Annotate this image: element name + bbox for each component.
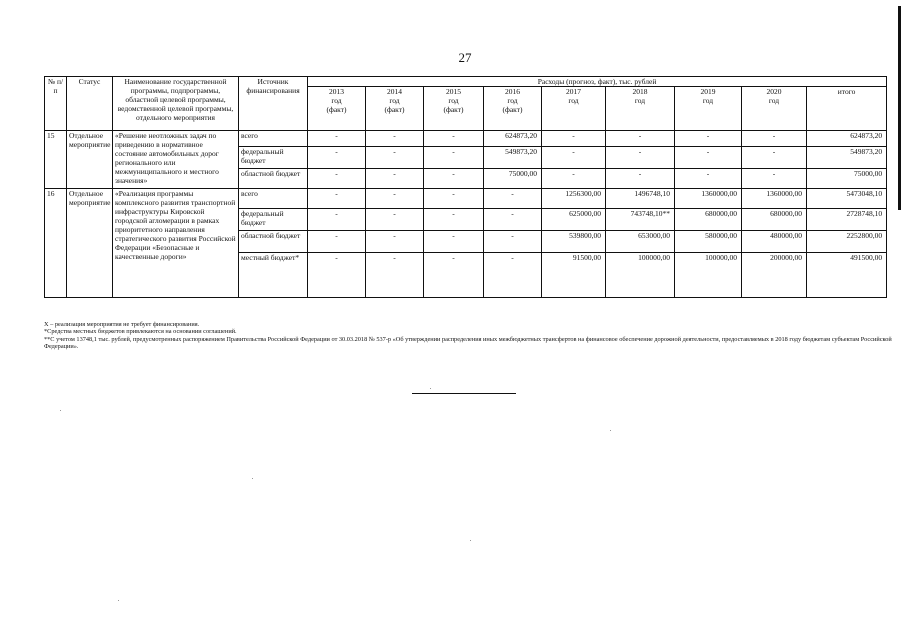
row-name: «Решение неотложных задач по приведению в нормативное состояние автомобильных дорог регионального или межмуниципального и местного значения» <box>113 131 239 189</box>
cell-value: - <box>366 131 424 147</box>
row-status: Отдельное мероприятие <box>67 189 113 298</box>
cell-value: 1256300,00 <box>542 189 606 209</box>
cell-total: 549873,20 <box>807 147 887 169</box>
cell-value: 480000,00 <box>742 231 807 253</box>
row-source: областной бюджет <box>239 169 308 189</box>
cell-value: - <box>675 147 742 169</box>
cell-value: 539800,00 <box>542 231 606 253</box>
row-source: областной бюджет <box>239 231 308 253</box>
cell-value: - <box>542 147 606 169</box>
cell-value: - <box>484 253 542 298</box>
cell-value: - <box>542 131 606 147</box>
cell-value: - <box>308 189 366 209</box>
footnote: **С учетом 13748,1 тыс. рублей, предусмотренных распоряжением Правительства Российской Федерации от 30.03.2018 № 537-р «Об утверждении распределения иных межбюджетных трансфертов на финансовое обеспечение дорожной деятельности, предоставляемых в 2018 году бюджетам субъектам Российской Федерации». <box>44 335 892 351</box>
scan-speck <box>252 478 253 479</box>
cell-value: 100000,00 <box>606 253 675 298</box>
table-row <box>45 189 887 209</box>
footnote: *Средства местных бюджетов привлекаются на основании соглашений. <box>44 328 237 336</box>
footnotes <box>44 321 894 351</box>
cell-value: - <box>424 253 484 298</box>
page-number: 27 <box>458 50 472 65</box>
cell-value: - <box>606 131 675 147</box>
cell-value: 549873,20 <box>484 147 542 169</box>
cell-value: - <box>366 253 424 298</box>
header-status: Статус <box>67 77 113 131</box>
cell-value: - <box>424 209 484 231</box>
cell-value: 1496748,10 <box>606 189 675 209</box>
scan-speck <box>610 430 611 431</box>
header-expenses: Расходы (прогноз, факт), тыс. рублей <box>308 77 887 87</box>
year-header: 2017 год <box>542 87 606 131</box>
cell-value: - <box>424 189 484 209</box>
cell-value: 743748,10** <box>606 209 675 231</box>
cell-value: - <box>742 169 807 189</box>
row-source: всего <box>239 131 308 147</box>
cell-value: - <box>484 231 542 253</box>
cell-value: 91500,00 <box>542 253 606 298</box>
scan-speck <box>118 600 119 601</box>
closing-rule <box>412 393 516 394</box>
cell-value: 680000,00 <box>742 209 807 231</box>
cell-value: - <box>366 189 424 209</box>
row-source: федеральный бюджет <box>239 209 308 231</box>
header-name: Наименование государственной программы, подпрограммы, областной целевой программы, ведомственной целевой программы, отдельного мероприятия <box>113 77 239 131</box>
cell-value: - <box>366 209 424 231</box>
header-row-1 <box>45 77 887 87</box>
cell-total: 624873,20 <box>807 131 887 147</box>
cell-value: 200000,00 <box>742 253 807 298</box>
cell-value: 625000,00 <box>542 209 606 231</box>
cell-value: - <box>742 147 807 169</box>
footnote: Х – реализация мероприятия не требует финансирования. <box>44 321 200 328</box>
cell-value: - <box>424 169 484 189</box>
year-header: 2015 год (факт) <box>424 87 484 131</box>
cell-value: 1360000,00 <box>675 189 742 209</box>
cell-value: - <box>484 189 542 209</box>
cell-value: - <box>308 131 366 147</box>
cell-value: - <box>542 169 606 189</box>
row-source: местный бюджет* <box>239 253 308 298</box>
cell-value: 75000,00 <box>484 169 542 189</box>
header-source: Источник финансирования <box>239 77 308 131</box>
cell-value: - <box>675 131 742 147</box>
year-header: 2020 год <box>742 87 807 131</box>
cell-value: - <box>366 231 424 253</box>
cell-value: - <box>308 231 366 253</box>
cell-total: 75000,00 <box>807 169 887 189</box>
cell-value: 680000,00 <box>675 209 742 231</box>
cell-value: - <box>606 147 675 169</box>
row-num: 16 <box>45 189 67 298</box>
cell-value: - <box>424 131 484 147</box>
table-row <box>45 131 887 147</box>
year-header: 2018 год <box>606 87 675 131</box>
cell-value: 100000,00 <box>675 253 742 298</box>
cell-value: - <box>675 169 742 189</box>
year-header: 2019 год <box>675 87 742 131</box>
year-header: 2014 год (факт) <box>366 87 424 131</box>
cell-value: - <box>366 169 424 189</box>
cell-total: 491500,00 <box>807 253 887 298</box>
row-name: «Реализация программы комплексного развития транспортной инфраструктуры Кировской городской агломерации в рамках приоритетного направления стратегического развития Российской Федерации «Безопасные и качественные дороги» <box>113 189 239 298</box>
scan-edge-line <box>898 6 901 210</box>
cell-value: - <box>308 147 366 169</box>
cell-value: - <box>366 147 424 169</box>
scan-speck <box>430 388 431 389</box>
cell-value: - <box>742 131 807 147</box>
cell-value: 624873,20 <box>484 131 542 147</box>
header-num: № п/п <box>45 77 67 131</box>
budget-table <box>44 76 887 298</box>
cell-value: - <box>308 209 366 231</box>
header-total: итого <box>807 87 887 131</box>
cell-value: 653000,00 <box>606 231 675 253</box>
cell-value: - <box>606 169 675 189</box>
row-status: Отдельное мероприятие <box>67 131 113 189</box>
cell-value: - <box>484 209 542 231</box>
row-num: 15 <box>45 131 67 189</box>
cell-total: 5473048,10 <box>807 189 887 209</box>
row-source: всего <box>239 189 308 209</box>
cell-value: 1360000,00 <box>742 189 807 209</box>
scan-speck <box>60 410 61 411</box>
cell-value: - <box>308 253 366 298</box>
cell-total: 2728748,10 <box>807 209 887 231</box>
cell-value: - <box>424 147 484 169</box>
year-header: 2016 год (факт) <box>484 87 542 131</box>
cell-value: - <box>424 231 484 253</box>
cell-value: 580000,00 <box>675 231 742 253</box>
cell-total: 2252800,00 <box>807 231 887 253</box>
scan-speck <box>470 540 471 541</box>
row-source: федеральный бюджет <box>239 147 308 169</box>
cell-value: - <box>308 169 366 189</box>
year-header: 2013 год (факт) <box>308 87 366 131</box>
